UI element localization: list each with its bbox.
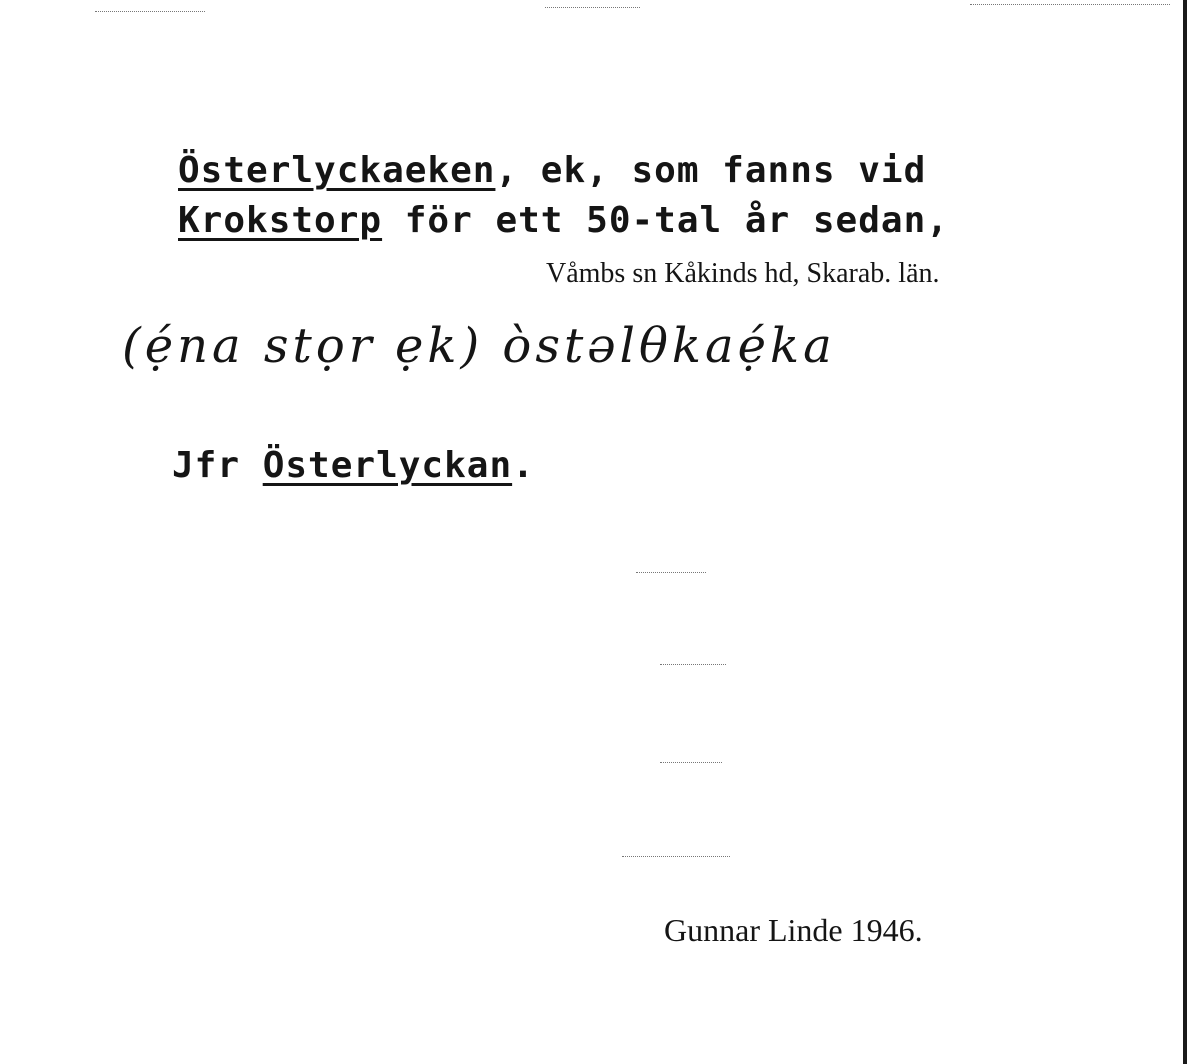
scan-speck (636, 572, 706, 574)
entry-line-1 (178, 150, 926, 191)
entry-line-2 (178, 200, 949, 241)
scan-speck (545, 7, 640, 9)
card-edge-line (1183, 0, 1187, 1064)
cross-reference-suffix: . (512, 445, 535, 486)
scan-speck (95, 11, 205, 13)
location-stamp: Våmbs sn Kåkinds hd, Skarab. län. (546, 258, 940, 289)
headword: Österlyckaeken (178, 150, 496, 191)
scan-speck (660, 762, 722, 764)
signature: Gunnar Linde 1946. (664, 912, 923, 948)
entry-line-1-text: , ek, som fanns vid (495, 150, 927, 191)
entry-line-2-text: för ett 50-tal år sedan, (382, 200, 949, 241)
place-name: Krokstorp (178, 200, 383, 241)
phonetic-transcription: (ẹ́na stọr ẹk) òstəlθkaẹ́ka (122, 318, 836, 374)
cross-reference-word: Österlyckan (262, 445, 513, 486)
scan-speck (660, 664, 726, 666)
scan-speck (622, 856, 730, 858)
cross-reference-prefix: Jfr (172, 445, 263, 486)
scan-speck (970, 4, 1170, 6)
cross-reference (172, 445, 535, 486)
